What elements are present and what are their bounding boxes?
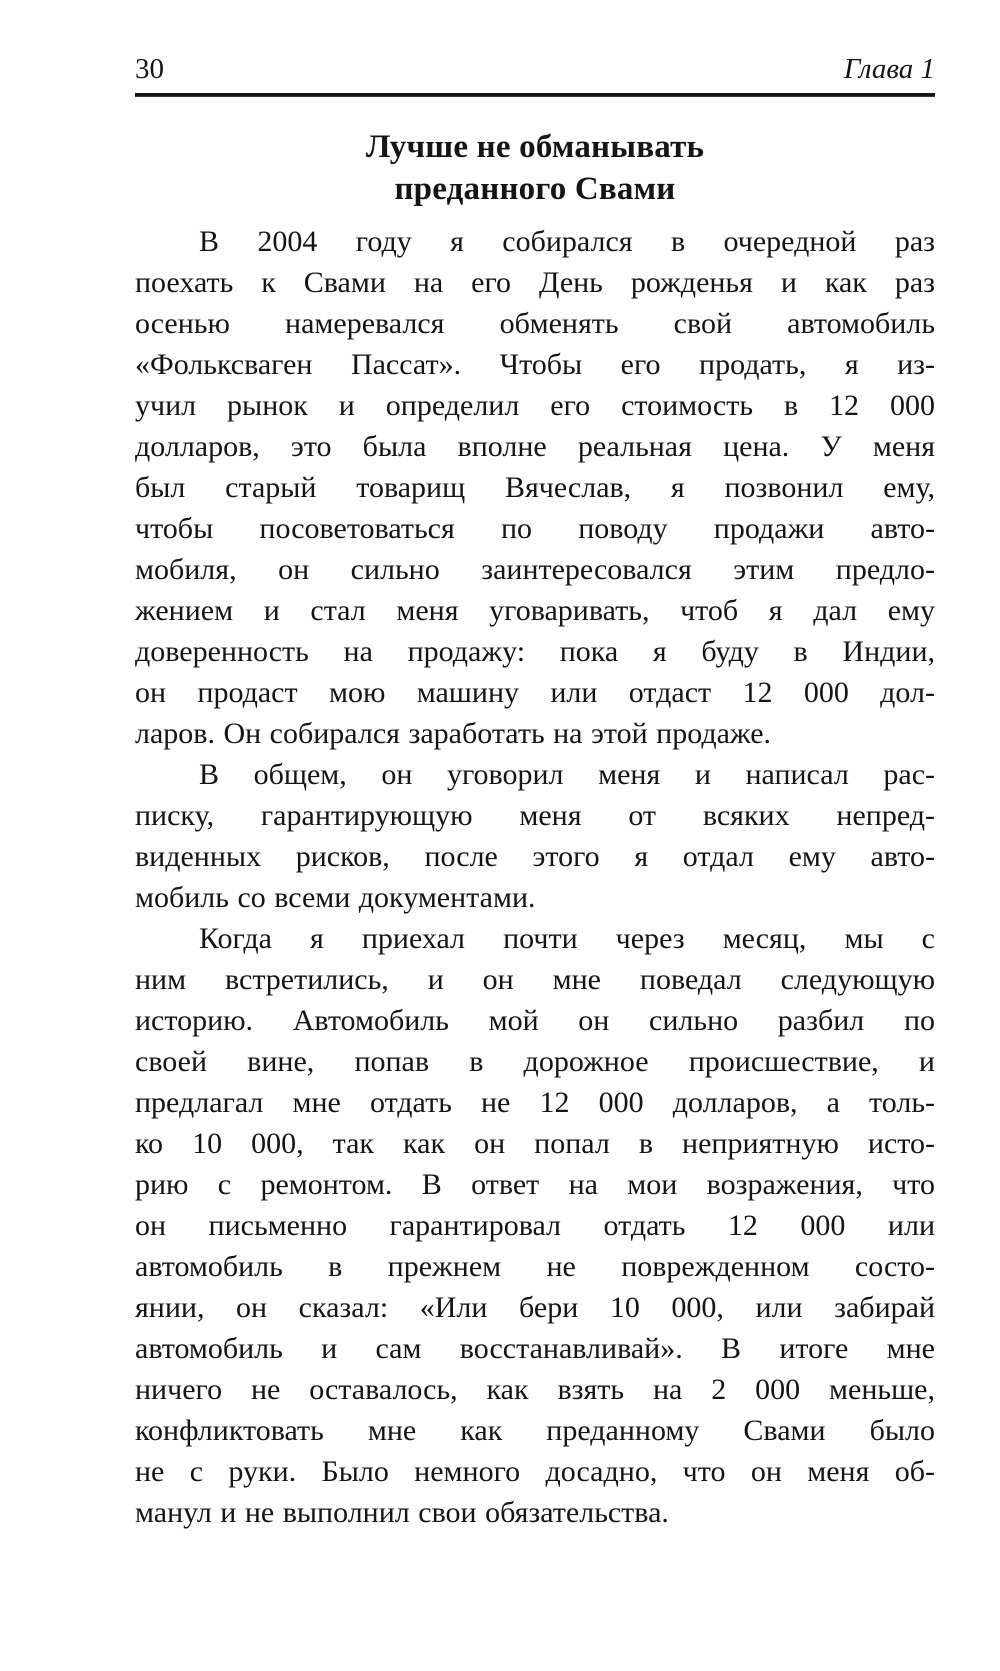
- text-line: ним встретились, и он мне поведал следующую: [135, 963, 935, 996]
- text-line: не с руки. Было немного досадно, что он меня об-: [135, 1455, 935, 1488]
- text-line: ко 10 000, так как он попал в неприятную исто-: [135, 1127, 935, 1160]
- page-content: [135, 52, 935, 1533]
- paragraph: [135, 918, 935, 1533]
- text-line: ларов. Он собирался заработать на этой продаже.: [135, 717, 772, 750]
- section-title: [135, 126, 935, 210]
- text-line: он продаст мою машину или отдаст 12 000 дол-: [135, 676, 935, 709]
- text-line: Когда я приехал почти через месяц, мы с: [199, 922, 935, 955]
- header-rule: [135, 93, 935, 97]
- text-line: долларов, это была вполне реальная цена. У меня: [135, 430, 935, 463]
- text-line: ничего не оставалось, как взять на 2 000 меньше,: [135, 1373, 935, 1406]
- text-line: своей вине, попав в дорожное происшествие, и: [135, 1045, 935, 1078]
- text-line: рию с ремонтом. В ответ на мои возражения, что: [135, 1168, 935, 1201]
- section-title-line-1: Лучше не обманывать: [365, 129, 705, 165]
- text-line: историю. Автомобиль мой он сильно разбил по: [135, 1004, 935, 1037]
- text-line: автомобиль и сам восстанавливай». В итоге мне: [135, 1332, 935, 1365]
- text-line: мобиля, он сильно заинтересовался этим предло-: [135, 553, 935, 586]
- text-line: осенью намеревался обменять свой автомобиль: [135, 307, 935, 340]
- text-line: В 2004 году я собирался в очередной раз: [199, 225, 935, 258]
- text-line: автомобиль в прежнем не поврежденном состо-: [135, 1250, 935, 1283]
- page-number: 30: [135, 53, 164, 85]
- text-line: поехать к Свами на его День рожденья и как раз: [135, 266, 935, 299]
- text-line: манул и не выполнил свои обязательства.: [135, 1496, 669, 1529]
- body-text: [135, 221, 935, 1533]
- paragraph: [135, 754, 935, 918]
- text-line: доверенность на продажу: пока я буду в Индии,: [135, 635, 935, 668]
- text-line: виденных рисков, после этого я отдал ему авто-: [135, 840, 935, 873]
- section-title-line-2: преданного Свами: [394, 171, 676, 207]
- text-line: писку, гарантирующую меня от всяких непред-: [135, 799, 935, 832]
- text-line: учил рынок и определил его стоимость в 12 000: [135, 389, 935, 422]
- text-line: предлагал мне отдать не 12 000 долларов, а толь-: [135, 1086, 935, 1119]
- text-line: В общем, он уговорил меня и написал рас-: [199, 758, 935, 791]
- text-line: янии, он сказал: «Или бери 10 000, или забирай: [135, 1291, 935, 1324]
- paragraph: [135, 221, 935, 754]
- chapter-label: Глава 1: [843, 53, 935, 85]
- text-line: чтобы посоветоваться по поводу продажи авто-: [135, 512, 935, 545]
- running-header: [135, 52, 935, 86]
- text-line: жением и стал меня уговаривать, чтоб я дал ему: [135, 594, 935, 627]
- text-line: он письменно гарантировал отдать 12 000 или: [135, 1209, 935, 1242]
- text-line: мобиль со всеми документами.: [135, 881, 536, 914]
- text-line: был старый товарищ Вячеслав, я позвонил ему,: [135, 471, 935, 504]
- text-line: «Фольксваген Пассат». Чтобы его продать, я из-: [135, 348, 935, 381]
- text-line: конфликтовать мне как преданному Свами было: [135, 1414, 935, 1447]
